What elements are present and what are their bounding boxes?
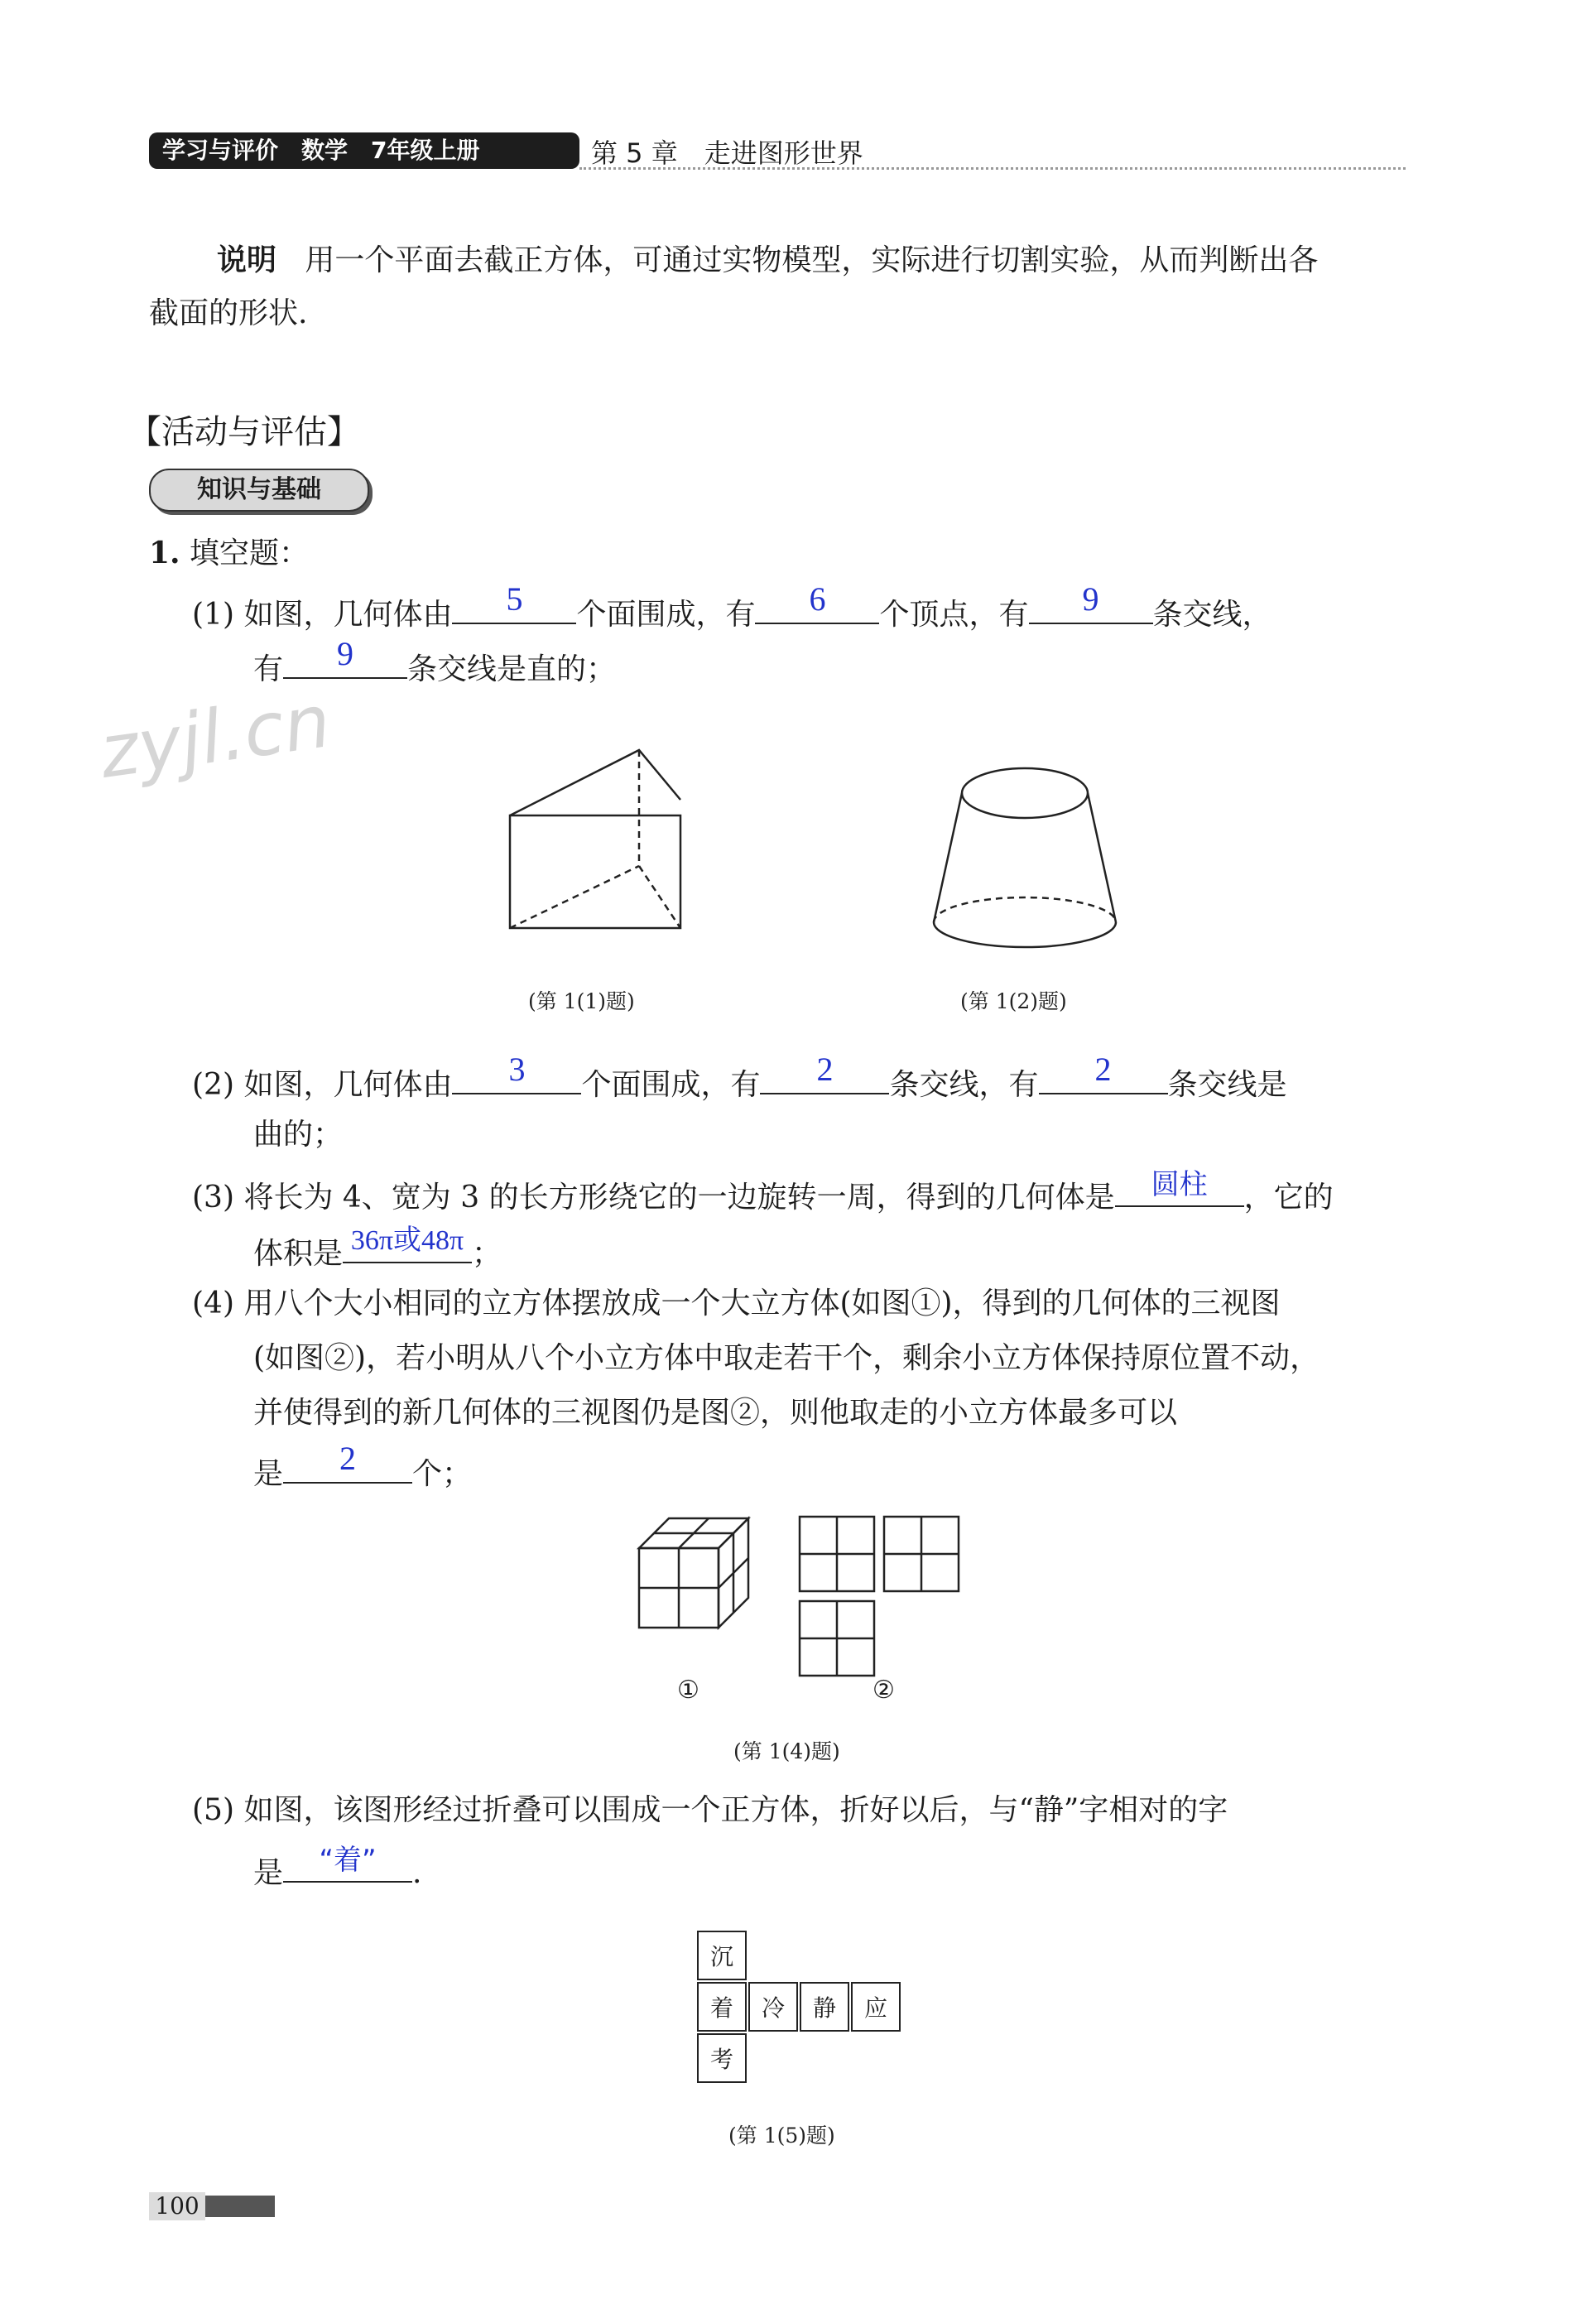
q1-1-answer1: 5 — [506, 580, 523, 618]
q1-5-num: (5) — [192, 1793, 234, 1827]
net-cell: 着 — [697, 1982, 747, 2032]
page-number-box — [149, 2192, 275, 2220]
q1-2-text5: 曲的； — [253, 1118, 344, 1152]
q1-1-text1: 如图，几何体由 — [243, 598, 453, 632]
figure-three-views — [798, 1515, 967, 1677]
q1-4-line4 — [253, 1440, 473, 1493]
q1-2-num: (2) — [192, 1068, 234, 1102]
q1-2-answer2: 2 — [816, 1051, 834, 1088]
q1-3-text2: ，它的 — [1243, 1181, 1334, 1215]
q1-1-num: (1) — [192, 598, 234, 632]
q1-1-text2: 个面围成，有 — [576, 598, 756, 632]
q1-title-text: 填空题： — [190, 536, 310, 570]
side-view — [884, 1517, 959, 1591]
q1-5-line1 — [192, 1792, 1228, 1829]
badge-text: 知识与基础 — [197, 475, 321, 504]
q1-2-blank3 — [1039, 1051, 1168, 1094]
q1-5-text1: 如图，该图形经过折叠可以围成一个正方体，折好以后，与“静”字相对的字 — [243, 1793, 1228, 1827]
q1-4-answer1: 2 — [339, 1440, 357, 1477]
q1-5-answer1: “着” — [319, 1844, 377, 1877]
header-dotted-rule — [579, 167, 1406, 170]
q1-3-line2 — [253, 1225, 502, 1272]
q1-3-answer2: 36π或48π — [350, 1225, 464, 1256]
q1-1-line1 — [192, 580, 1272, 633]
q1-3-blank2 — [343, 1225, 472, 1263]
q1-4-text4: 是 — [253, 1457, 284, 1491]
q1-4-text2: (如图②)，若小明从八个小立方体中取走若干个，剩余小立方体保持原位置不动， — [253, 1341, 1320, 1375]
q1-1-text4: 条交线， — [1152, 598, 1272, 632]
top-view — [800, 1601, 874, 1676]
q1-1-blank4 — [283, 635, 407, 679]
q1-1-text3: 个顶点，有 — [879, 598, 1029, 632]
q1-2-text2: 个面围成，有 — [581, 1068, 761, 1102]
q1-4-num: (4) — [192, 1287, 234, 1320]
page-number: 100 — [149, 2192, 205, 2220]
figure-1-4-caption: (第 1(4)题) — [733, 1739, 840, 1763]
q1-2-blank2 — [760, 1051, 889, 1094]
figure-label-2: ② — [873, 1676, 895, 1705]
q1-2-blank1 — [452, 1051, 581, 1094]
q1-2-text1: 如图，几何体由 — [243, 1068, 453, 1102]
q1-2-text4: 条交线是 — [1167, 1068, 1287, 1102]
figure-1-5-caption: (第 1(5)题) — [728, 2124, 835, 2148]
q1-3-answer1: 圆柱 — [1151, 1168, 1208, 1201]
q1-4-text1: 用八个大小相同的立方体摆放成一个大立方体(如图①)，得到的几何体的三视图 — [243, 1287, 1281, 1320]
q1-1-blank2 — [755, 580, 879, 624]
q1-1-text5: 有 — [253, 652, 284, 686]
q1-3-num: (3) — [192, 1181, 234, 1215]
net-cell: 沉 — [697, 1931, 747, 1980]
q1-3-text4: ； — [472, 1237, 502, 1271]
q1-3-blank1 — [1115, 1168, 1244, 1207]
figure-triangular-prism — [497, 737, 695, 944]
header-chapter: 第 5 章 走进图形世界 — [591, 137, 863, 169]
q1-3-text1: 将长为 4、宽为 3 的长方形绕它的一边旋转一周，得到的几何体是 — [243, 1181, 1115, 1215]
q1-1-answer2: 6 — [809, 580, 826, 618]
q1-title — [149, 535, 309, 572]
figure-1-2-caption: (第 1(2)题) — [960, 989, 1067, 1013]
figure-frustum — [925, 763, 1124, 954]
q1-4-text3: 并使得到的新几何体的三视图仍是图②，则他取走的小立方体最多可以 — [253, 1396, 1178, 1430]
q1-5-text2: 是 — [253, 1856, 284, 1890]
page-number-bar — [205, 2196, 275, 2217]
net-cell: 静 — [800, 1982, 849, 2032]
note-label: 说明 — [217, 243, 277, 277]
q1-5-line2 — [253, 1844, 422, 1892]
net-cell: 冷 — [748, 1982, 798, 2032]
q1-1-text6: 条交线是直的； — [407, 652, 617, 686]
net-cell: 应 — [851, 1982, 901, 2032]
q1-1-answer3: 9 — [1082, 580, 1099, 618]
q1-5-blank1 — [283, 1844, 412, 1883]
note-text-1: 用一个平面去截正方体，可通过实物模型，实际进行切割实验，从而判断出各 — [305, 243, 1319, 277]
q1-3-line1 — [192, 1168, 1334, 1216]
figure-cube-net — [697, 1931, 904, 2086]
q1-2-answer1: 3 — [508, 1051, 526, 1088]
header-series-text: 学习与评价 数学 7年级上册 — [162, 137, 480, 164]
figure-cube-2x2x2 — [636, 1515, 760, 1639]
q1-3-text3: 体积是 — [253, 1237, 344, 1271]
q1-4-line1 — [192, 1285, 1281, 1322]
watermark: zyjl.cn — [94, 678, 336, 795]
note-line-1 — [217, 242, 1318, 279]
header-series-pill — [149, 132, 579, 169]
q1-1-answer4: 9 — [337, 635, 354, 672]
figure-1-1-caption: (第 1(1)题) — [528, 989, 635, 1013]
badge-knowledge-basics — [149, 469, 369, 512]
section-title: 【活动与评估】 — [128, 413, 360, 451]
q1-2-text3: 条交线，有 — [889, 1068, 1039, 1102]
q1-4-text5: 个； — [412, 1457, 473, 1491]
q1-2-answer3: 2 — [1094, 1051, 1112, 1088]
figure-label-1: ① — [677, 1676, 699, 1705]
q1-number: 1. — [149, 536, 180, 570]
q1-5-text3: . — [412, 1856, 422, 1890]
q1-1-blank1 — [452, 580, 576, 624]
q1-4-blank1 — [283, 1440, 412, 1484]
q1-1-line2 — [253, 635, 617, 688]
q1-2-line1 — [192, 1051, 1287, 1104]
net-cell: 考 — [697, 2033, 747, 2083]
front-view — [800, 1517, 874, 1591]
note-text-2: 截面的形状. — [149, 296, 308, 330]
q1-1-blank3 — [1029, 580, 1153, 624]
